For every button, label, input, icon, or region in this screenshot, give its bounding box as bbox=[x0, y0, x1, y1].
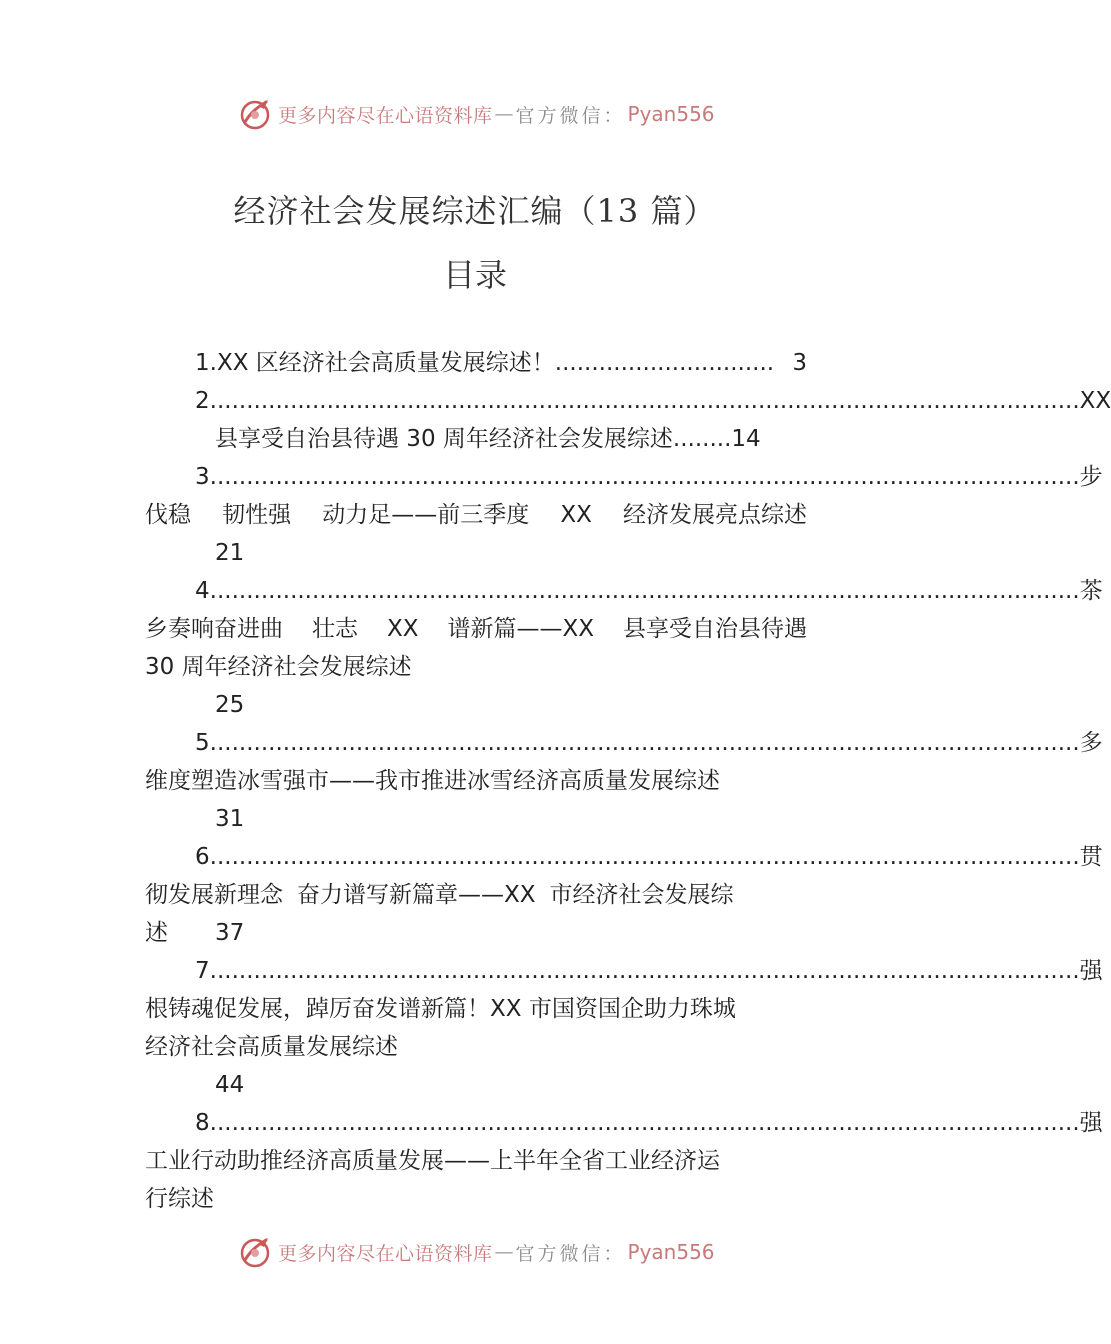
toc-leader-dots: ...................................................................................................................... bbox=[216, 464, 1080, 490]
toc-entry-tail: 强 bbox=[1079, 958, 1103, 984]
toc-entry-tail: 步 bbox=[1079, 464, 1103, 490]
toc-entry-number: 2. bbox=[195, 388, 217, 414]
toc-entry-text: 县享受自治县待遇 30 周年经济社会发展综述 bbox=[215, 426, 673, 452]
toc-entry-6-line3 bbox=[145, 914, 807, 952]
toc-entry-8-continued: 工业行动助推经济高质量发展——上半年全省工业经济运 bbox=[145, 1148, 720, 1174]
toc-page-number-4: 25 bbox=[215, 692, 245, 718]
pen-logo-icon bbox=[238, 96, 274, 132]
toc-page-number: 3 bbox=[792, 350, 807, 376]
toc-page-number: 14 bbox=[731, 426, 761, 452]
toc-entry-7[interactable] bbox=[145, 952, 1103, 990]
toc-entry-tail: 茶 bbox=[1079, 578, 1103, 604]
toc-entry-text: 1.XX 区经济社会高质量发展综述！ bbox=[195, 350, 555, 376]
promo-text: 更多内容尽在心语资料库 bbox=[278, 1242, 493, 1265]
toc-entry-number: 8. bbox=[195, 1110, 217, 1136]
toc-entry-6-continued bbox=[145, 876, 807, 914]
toc-entry-text: 市经济社会发展综 bbox=[549, 882, 734, 908]
toc-entry-text: 述 bbox=[145, 920, 168, 946]
toc-page-number-6: 37 bbox=[215, 920, 245, 946]
toc-entry-1[interactable] bbox=[145, 344, 807, 382]
toc-leader-dots: ...................................................................................................................... bbox=[216, 1110, 1080, 1136]
toc-entry-text: XX bbox=[386, 616, 419, 642]
toc-entry-text: 伐稳 bbox=[145, 502, 191, 528]
toc-entry-text: 韧性强 bbox=[222, 502, 292, 528]
official-wechat-label: 官方微信： bbox=[515, 1242, 626, 1265]
toc-leader-dots: ...................................................................................................................... bbox=[216, 844, 1080, 870]
wechat-id: Pyan556 bbox=[627, 1240, 715, 1264]
toc-entry-tail: XX bbox=[1079, 388, 1111, 414]
toc-entry-tail: 多 bbox=[1079, 730, 1103, 756]
toc-entry-5[interactable] bbox=[145, 724, 1103, 762]
separator: — bbox=[494, 103, 514, 125]
toc-entry-number: 7. bbox=[195, 958, 217, 984]
separator: — bbox=[494, 1241, 514, 1263]
toc-entry-4[interactable] bbox=[145, 572, 1103, 610]
toc-entry-4-continued bbox=[145, 610, 807, 648]
toc-entry-7-continued: 根铸魂促发展，踔厉奋发谱新篇！XX 市国资国企助力珠城 bbox=[145, 996, 736, 1022]
toc-page-number-7: 44 bbox=[215, 1072, 245, 1098]
toc-entry-3[interactable] bbox=[145, 458, 1103, 496]
toc-entry-text: 经济发展亮点综述 bbox=[622, 502, 807, 528]
header-watermark-banner bbox=[238, 94, 738, 134]
toc-leader-dots: ...................................................................................................................... bbox=[216, 388, 1080, 414]
toc-entry-text: 谱新篇——XX bbox=[447, 616, 594, 642]
toc-entry-number: 3. bbox=[195, 464, 217, 490]
toc-entry-text: XX bbox=[560, 502, 592, 528]
toc-entry-tail: 强 bbox=[1079, 1110, 1103, 1136]
toc-entry-3-continued bbox=[145, 496, 807, 534]
toc-entry-tail: 贯 bbox=[1079, 844, 1103, 870]
toc-entry-text: 动力足——前三季度 bbox=[322, 502, 530, 528]
toc-page-number-3: 21 bbox=[215, 540, 245, 566]
toc-entry-number: 4. bbox=[195, 578, 217, 604]
toc-leader-dots: ...................................................................................................................... bbox=[216, 730, 1080, 756]
toc-entry-text: 壮志 bbox=[311, 616, 358, 642]
toc-entry-2[interactable] bbox=[145, 382, 1111, 420]
toc-entry-4-line3: 30 周年经济社会发展综述 bbox=[145, 654, 412, 680]
toc-entry-text: 乡奏响奋进曲 bbox=[145, 616, 283, 642]
footer-watermark-banner bbox=[238, 1232, 738, 1272]
toc-entry-5-continued: 维度塑造冰雪强市——我市推进冰雪经济高质量发展综述 bbox=[145, 768, 720, 794]
toc-entry-2-continued bbox=[145, 420, 807, 458]
toc-leader-dots: ........ bbox=[672, 426, 732, 452]
toc-entry-8[interactable] bbox=[145, 1104, 1103, 1142]
official-wechat-label: 官方微信： bbox=[515, 104, 626, 127]
toc-heading: 目录 bbox=[442, 256, 507, 294]
toc-entry-text: 县享受自治县待遇 bbox=[622, 616, 807, 642]
toc-entry-text: 奋力谱写新篇章——XX bbox=[297, 882, 536, 908]
toc-leader-dots: .............................. bbox=[554, 350, 775, 376]
toc-entry-number: 5. bbox=[195, 730, 217, 756]
toc-entry-6[interactable] bbox=[145, 838, 1103, 876]
promo-text: 更多内容尽在心语资料库 bbox=[278, 104, 493, 127]
toc-leader-dots: ...................................................................................................................... bbox=[216, 958, 1080, 984]
pen-logo-icon bbox=[238, 1234, 274, 1270]
wechat-id: Pyan556 bbox=[627, 102, 715, 126]
toc-leader-dots: ...................................................................................................................... bbox=[216, 578, 1080, 604]
document-title: 经济社会发展综述汇编（13 篇） bbox=[233, 192, 717, 230]
toc-entry-text: 彻发展新理念 bbox=[145, 882, 283, 908]
toc-entry-number: 6. bbox=[195, 844, 217, 870]
table-of-contents bbox=[145, 344, 1111, 1218]
toc-entry-7-line3: 经济社会高质量发展综述 bbox=[145, 1034, 398, 1060]
toc-page-number-5: 31 bbox=[215, 806, 245, 832]
toc-entry-8-line3: 行综述 bbox=[145, 1186, 214, 1212]
